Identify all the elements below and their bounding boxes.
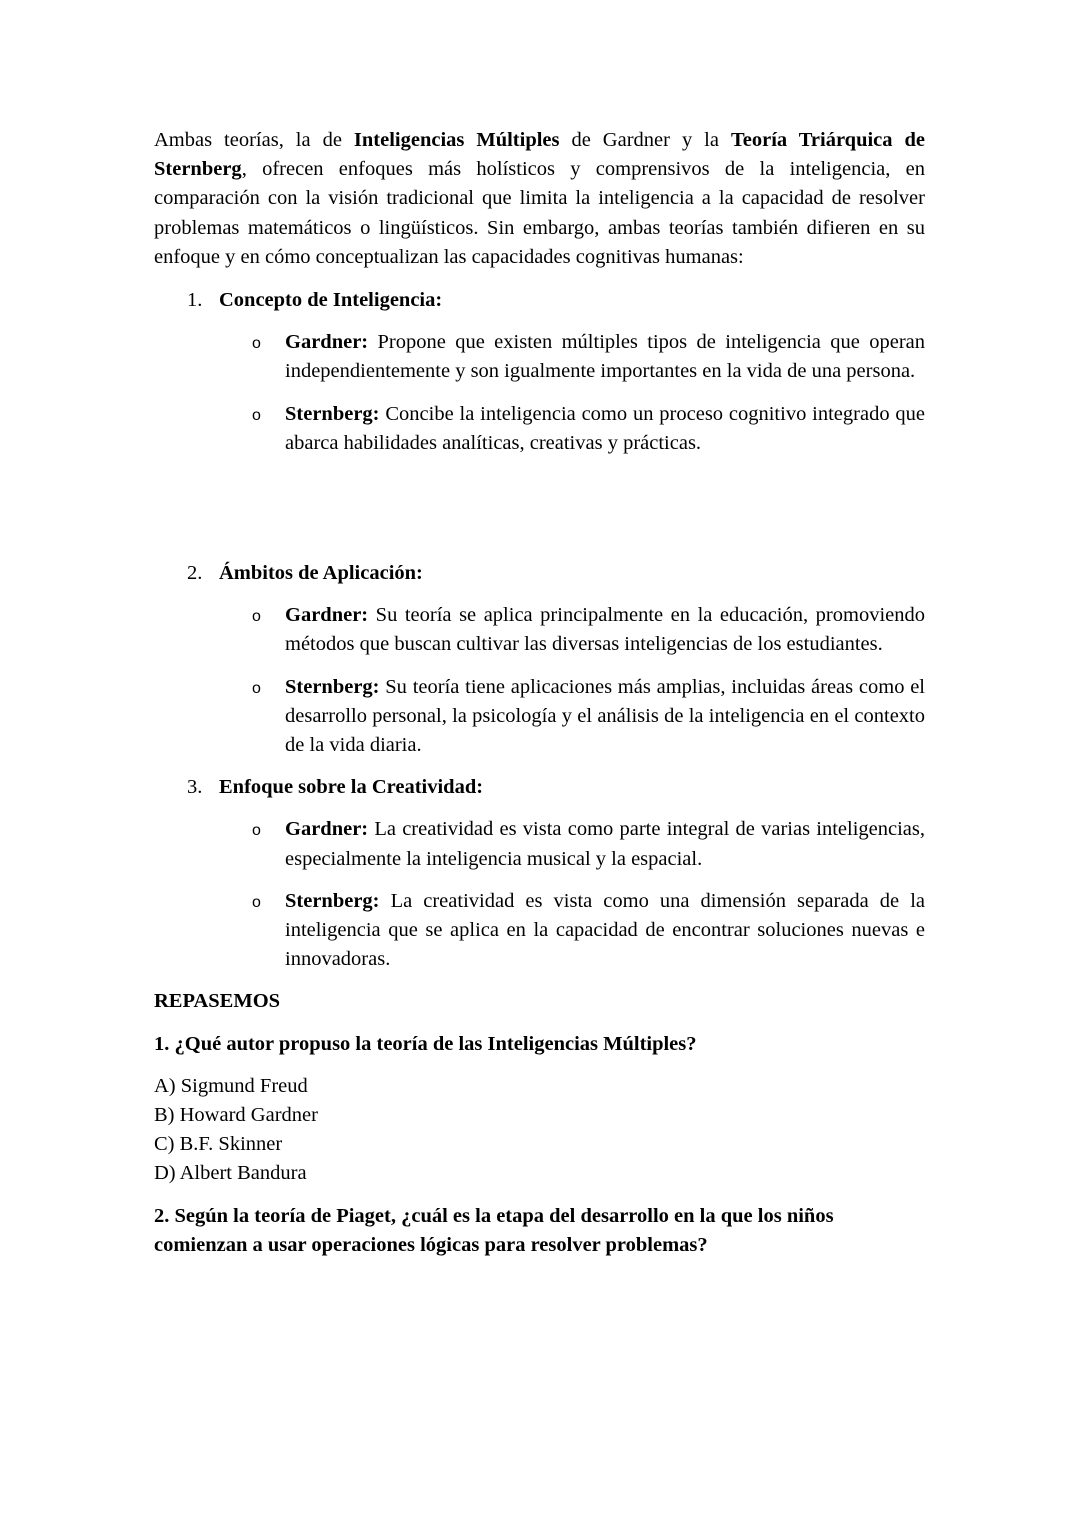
bullet-icon: o <box>252 893 261 911</box>
item-text: Propone que existen múltiples tipos de inteligencia que operan independientemente y son igualmente importantes en la vida de una persona. <box>285 331 925 383</box>
item-text: La creatividad es vista como una dimensión separada de la inteligencia que se aplica en la capacidad de encontrar soluciones nuevas e innovadoras. <box>285 889 925 971</box>
question-1-options <box>154 1072 925 1189</box>
list-item-sternberg <box>154 400 925 458</box>
bullet-icon: o <box>252 406 261 424</box>
intro-bold-triarchic-theory: Teoría Triárquica de Sternberg <box>154 129 925 181</box>
bullet-icon: o <box>252 335 261 353</box>
list-item-gardner <box>154 328 925 386</box>
intro-text-3: , ofrecen enfoques más holísticos y comprensivos de la inteligencia, en comparación con la visión tradicional que limita la inteligencia a la capacidad de resolver problemas matemáticos o lingüísticos. Sin embargo, ambas teorías también difieren en su enfoque y en cómo conceptualizan las capacidades cognitivas humanas: <box>154 158 925 268</box>
option-b: B) Howard Gardner <box>154 1104 318 1127</box>
bullet-icon: o <box>252 608 261 626</box>
list-item-sternberg <box>154 673 925 761</box>
review-heading: REPASEMOS <box>154 990 281 1013</box>
item-author: Sternberg: <box>285 889 380 912</box>
item-text: Su teoría tiene aplicaciones más amplias, incluidas áreas como el desarrollo personal, la psicología y el análisis de la inteligencia en el contexto de la vida diaria. <box>285 675 925 757</box>
option-c: C) B.F. Skinner <box>154 1133 283 1156</box>
intro-paragraph <box>154 126 925 272</box>
item-author: Sternberg: <box>285 402 380 425</box>
section-concept <box>154 286 925 458</box>
section-number: 1. <box>187 289 203 312</box>
bullet-icon: o <box>252 822 261 840</box>
list-item-gardner <box>154 815 925 873</box>
intro-text-2: de Gardner y la <box>559 129 731 151</box>
item-author: Gardner: <box>285 818 369 841</box>
section-heading <box>154 559 925 588</box>
question-2: 2. Según la teoría de Piaget, ¿cuál es la etapa del desarrollo en la que los niños comienzan a usar operaciones lógicas para resolver problemas? <box>154 1204 834 1256</box>
bullet-icon: o <box>252 679 261 697</box>
section-number: 3. <box>187 776 203 799</box>
question-1: 1. ¿Qué autor propuso la teoría de las Inteligencias Múltiples? <box>154 1032 697 1055</box>
item-text: Concibe la inteligencia como un proceso cognitivo integrado que abarca habilidades analíticas, creativas y prácticas. <box>285 402 925 454</box>
intro-bold-multiple-intelligences: Inteligencias Múltiples <box>353 129 560 151</box>
section-application <box>154 559 925 760</box>
document-page <box>154 126 925 1273</box>
section-title: Enfoque sobre la Creatividad: <box>219 776 484 799</box>
section-creativity <box>154 773 925 974</box>
item-text: Su teoría se aplica principalmente en la educación, promoviendo métodos que buscan cultivar las diversas inteligencias de los estudiantes. <box>285 604 925 656</box>
option-d: D) Albert Bandura <box>154 1162 307 1185</box>
intro-text-1: Ambas teorías, la de <box>154 129 354 151</box>
list-item-gardner <box>154 601 925 659</box>
section-heading <box>154 286 925 315</box>
blank-space <box>154 471 925 559</box>
item-author: Gardner: <box>285 604 369 627</box>
section-heading <box>154 773 925 802</box>
option-a: A) Sigmund Freud <box>154 1074 308 1097</box>
item-text: La creatividad es vista como parte integral de varias inteligencias, especialmente la inteligencia musical y la espacial. <box>285 818 925 870</box>
section-title: Concepto de Inteligencia: <box>219 289 443 312</box>
section-number: 2. <box>187 562 203 585</box>
item-author: Gardner: <box>285 331 369 354</box>
section-title: Ámbitos de Aplicación: <box>219 562 423 585</box>
item-author: Sternberg: <box>285 675 380 698</box>
list-item-sternberg <box>154 887 925 975</box>
